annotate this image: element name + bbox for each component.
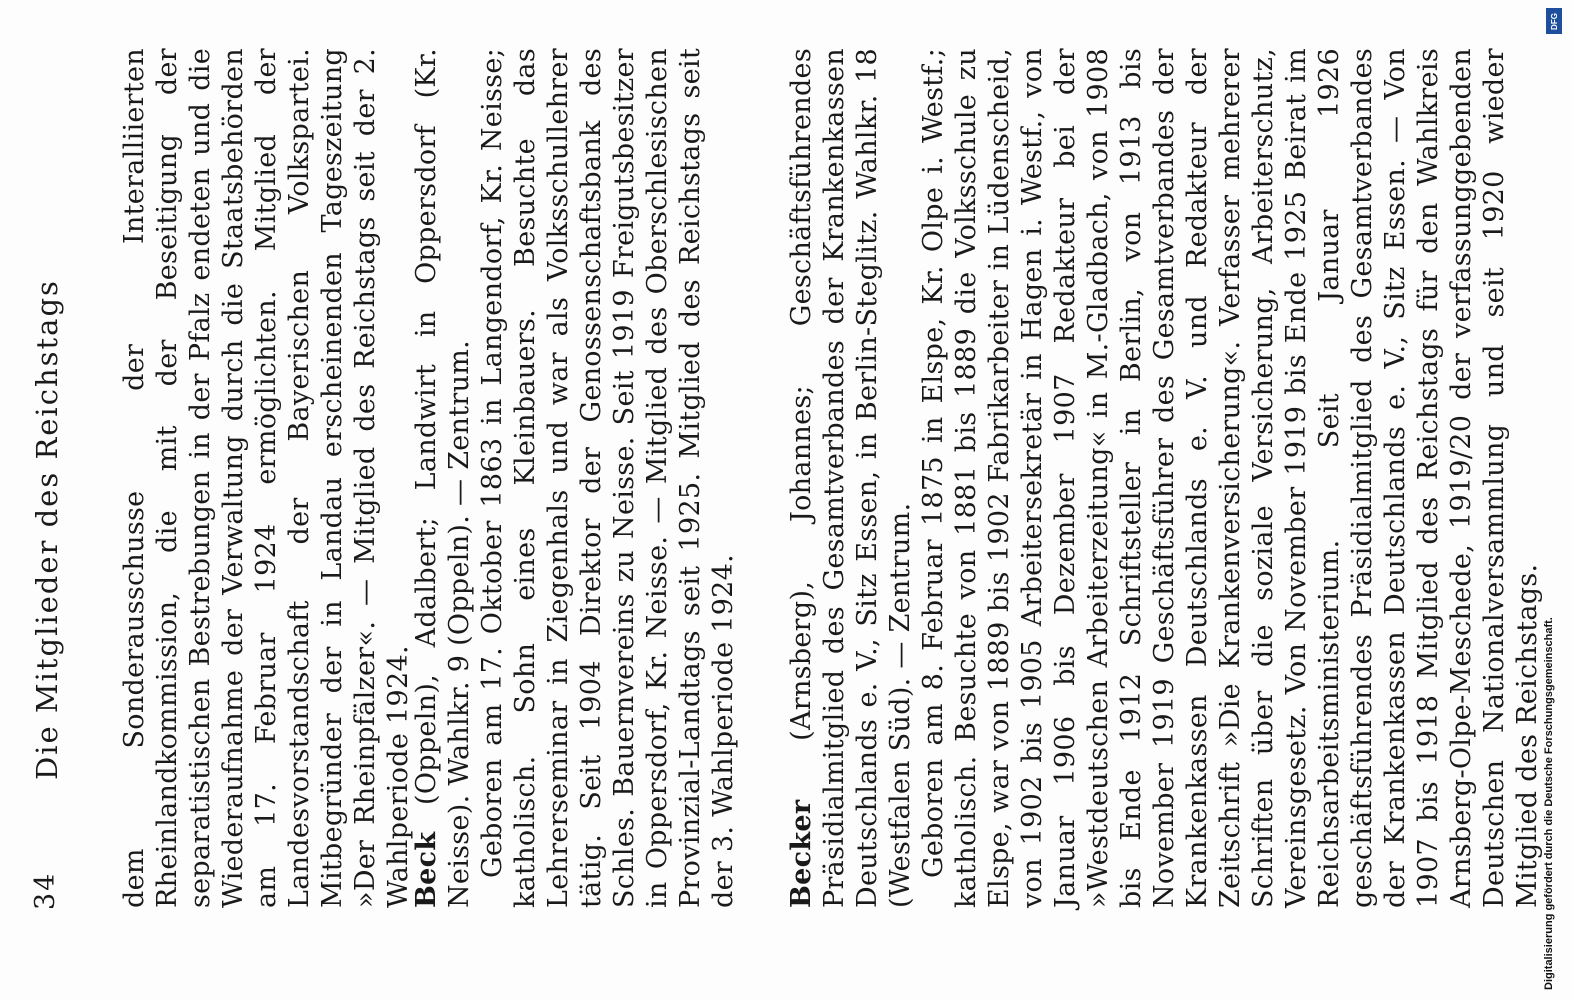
continuation-paragraph: dem Sonderausschusse der Interalliierten Rheinlandkommission, die mit der Beseitigung der separatistischen Bestrebungen in der Pfalz endeten und die Wiederaufnahme der Verwaltung durch die Staatsbehörden am 17. Februar 1924 ermöglichten. Mitglied der Landesvorstandschaft der Bayerischen Volkspartei. Mitbegründer der in Landau erscheinenden Tageszeitung »Der Rheinpfälzer«. — Mitglied des Reichstags seit der 2. Wahlperiode 1924.	[119, 48, 414, 908]
entry-heading-text: (Oppeln), Adalbert; Landwirt in Oppersdorf (Kr. Neisse). Wahlkr. 9 (Oppeln). — Zentrum.	[411, 48, 475, 908]
entry-heading-text: (Arnsberg), Johannes; Geschäftsführendes Präsidialmitglied des Gesamtverbandes der Krankenkassen Deutschlands e. V., Sitz Essen, in Berlin-Steglitz. Wahlkr. 18 (Westfalen Süd). — Zentrum.	[786, 48, 916, 908]
entry-name: Beck	[411, 831, 442, 908]
entry-becker	[785, 48, 1544, 908]
digitization-notice: Digitalisierung gefördert durch die Deutsche Forschungsgemeinschaft.	[1543, 617, 1555, 990]
continuation-block	[118, 48, 415, 908]
digitization-sidebar	[1543, 0, 1565, 1000]
entry-name: Becker	[786, 799, 817, 908]
entry-heading	[410, 48, 476, 908]
dfg-logo-icon: DFG	[1546, 8, 1562, 34]
entry-heading	[785, 48, 917, 908]
page-number: 34	[30, 871, 61, 910]
running-title: Die Mitglieder des Reichstags	[30, 279, 64, 780]
entry-biography: Geboren am 17. Oktober 1863 in Langendorf, Kr. Neisse; katholisch. Sohn eines Kleinbauers. Besuchte das Lehrerseminar in Ziegenhals und war als Volksschullehrer tätig. Seit 1904 Direktor der Genossenschaftsbank des Schles. Bauernvereins zu Neisse. Seit 1919 Freigutsbesitzer in Oppersdorf, Kr. Neisse. — Mitglied des Oberschlesischen Provinzial-Landtags seit 1925. Mitglied des Reichstags seit der 3. Wahlperiode 1924.	[477, 48, 739, 908]
entry-beck	[410, 48, 740, 908]
page-header	[30, 110, 70, 910]
entry-biography: Geboren am 8. Februar 1875 in Elspe, Kr. Olpe i. Westf.; katholisch. Besuchte von 1881 bis 1889 die Volksschule zu Elspe, war von 1889 bis 1902 Fabrikarbeiter in Lüdenscheid, von 1902 bis 1905 Arbeitersekretär in Hagen i. Westf., von Januar 1906 bis Dezember 1907 Redakteur bei der »Westdeutschen Arbeiterzeitung« in M.-Gladbach, von 1908 bis Ende 1912 Schriftsteller in Berlin, von 1913 bis November 1919 Geschäftsführer des Gesamtverbandes der Krankenkassen Deutschlands e. V. und Redakteur der Zeitschrift »Die Krankenversicherung«. Verfasser mehrerer Schriften über die soziale Versicherung, Arbeiterschutz, Vereinsgesetz. Von November 1919 bis Ende 1925 Beirat im Reichsarbeitsministerium. Seit Januar 1926 geschäftsführendes Präsidialmitglied des Gesamtverbandes der Krankenkassen Deutschlands e. V., Sitz Essen. — Von 1907 bis 1918 Mitglied des Reichstags für den Wahlkreis Arnsberg-Olpe-Meschede, 1919/20 der verfassunggebenden Deutschen Nationalversammlung und seit 1920 wieder Mitglied des Reichstags.	[918, 48, 1543, 908]
